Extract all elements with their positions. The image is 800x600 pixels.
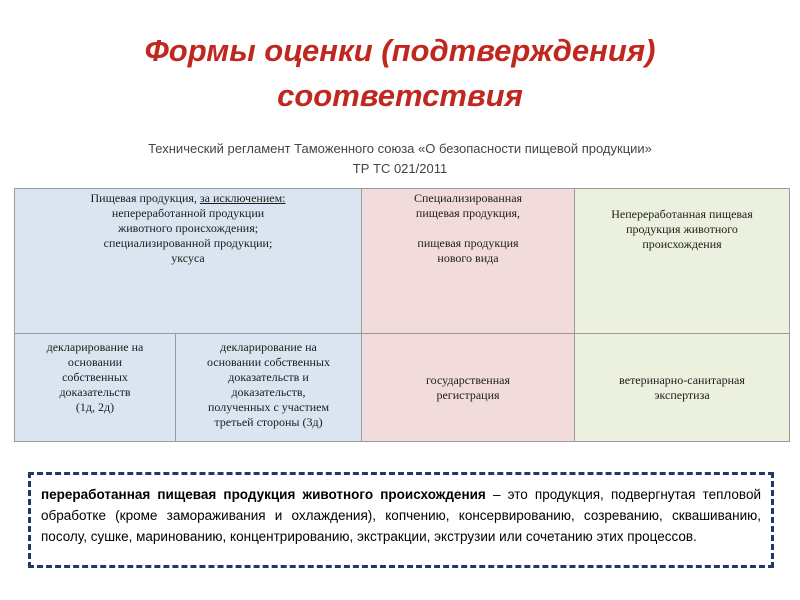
- cell2-line-3: доказательств и: [228, 370, 309, 384]
- cell3-line-1: государственная: [426, 372, 510, 387]
- definition-term: переработанная пищевая продукция животного происхождения: [41, 487, 486, 502]
- cell2-line-1: декларирование на: [220, 340, 317, 354]
- subtitle-line-2: ТР ТС 021/2011: [352, 161, 448, 176]
- subtitle-line-1: Технический регламент Таможенного союза «О безопасности пищевой продукции»: [148, 141, 652, 156]
- regulation-subtitle: [40, 139, 760, 179]
- cell-veterinary-expertise: [575, 334, 790, 442]
- cell-declaration-third-party: [176, 334, 362, 442]
- cell2-line-5: полученных с участием: [207, 400, 330, 414]
- title-line-2: соответствия: [277, 78, 523, 113]
- header-general-exception: за исключением:: [199, 191, 286, 205]
- header-general-line-5: уксуса: [171, 251, 205, 265]
- header-cell-specialized-food: [362, 189, 575, 334]
- header-general-line-2: непереработанной продукции: [111, 206, 265, 220]
- cell-declaration-own-evidence: [15, 334, 176, 442]
- table-header-row: [15, 189, 790, 334]
- cell-state-registration: [362, 334, 575, 442]
- cell1-line-3: собственных: [62, 370, 128, 384]
- header-unprocessed-line-3: происхождения: [642, 237, 722, 251]
- cell3-line-2: регистрация: [436, 387, 500, 402]
- definition-text: – это продукция, подвергнутая тепловой обработке (кроме замораживания и охлаждения), копчению, консервированию, созреванию, сквашиванию, посолу, сушке, маринованию, концентрированию, экстракции, экструзии или сочетанию этих процессов.: [41, 487, 761, 544]
- cell2-line-6: третьей стороны (3д): [214, 415, 323, 429]
- header-general-line-4: специализированной продукции;: [103, 236, 273, 250]
- cell1-line-4: доказательств: [59, 385, 131, 399]
- page-title: [0, 28, 800, 118]
- header-general-line-3: животного происхождения;: [117, 221, 259, 235]
- header-general-line-1: Пищевая продукция,: [90, 191, 200, 205]
- cell1-line-1: декларирование на: [46, 340, 144, 354]
- header-unprocessed-line-1: Непереработанная пищевая: [611, 207, 753, 221]
- cell1-line-5: (1д, 2д): [75, 400, 115, 414]
- cell4-line-1: ветеринарно-санитарная: [619, 372, 745, 387]
- cell1-line-2: основании: [67, 355, 123, 369]
- cell4-line-2: экспертиза: [654, 387, 710, 402]
- title-line-1: Формы оценки (подтверждения): [144, 33, 656, 68]
- header-unprocessed-line-2: продукция животного: [626, 222, 738, 236]
- cell2-line-4: доказательств,: [231, 385, 306, 399]
- assessment-forms-table: [14, 188, 790, 442]
- table-body-row: [15, 334, 790, 442]
- header-specialized-line-2: пищевая продукция,: [415, 206, 521, 220]
- cell2-line-2: основании собственных: [207, 355, 330, 369]
- header-specialized-line-1: Специализированная: [413, 191, 523, 205]
- header-cell-unprocessed-animal: [575, 189, 790, 334]
- header-specialized-line-4: нового вида: [437, 251, 499, 265]
- header-specialized-line-3: пищевая продукция: [417, 236, 519, 250]
- definition-box: [28, 472, 774, 568]
- header-cell-general-food: [15, 189, 362, 334]
